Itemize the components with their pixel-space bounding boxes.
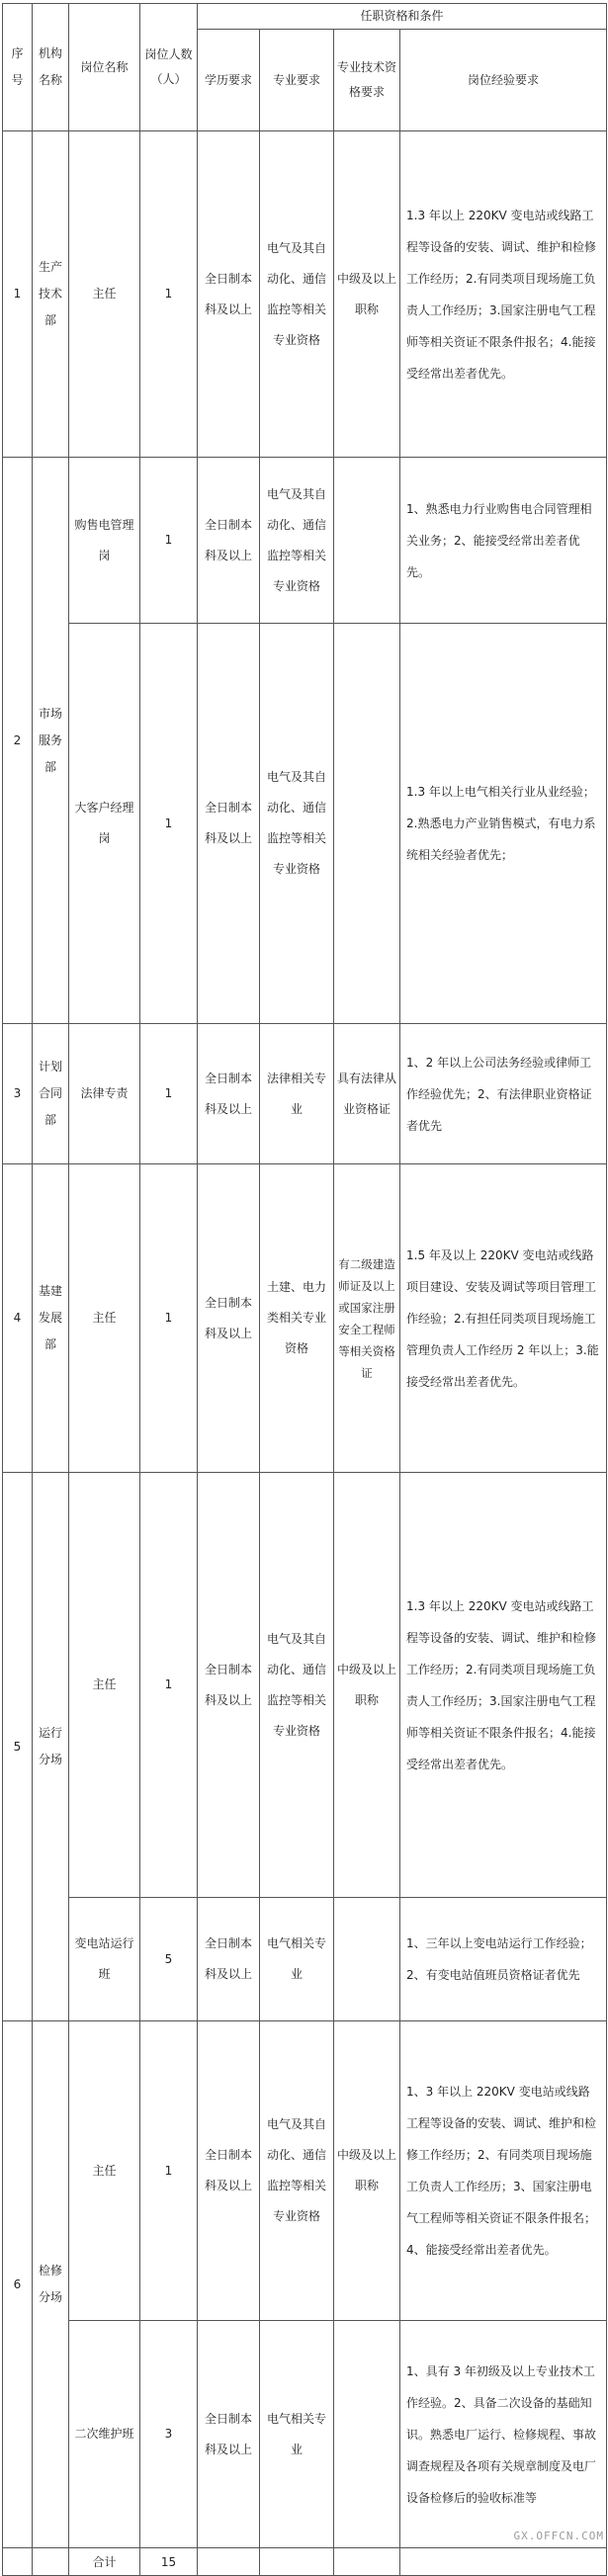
row-position: 主任: [69, 1164, 140, 1473]
row-position: 主任: [69, 131, 140, 458]
header-qualifications: 任职资格和条件: [198, 4, 607, 30]
header-major: 专业要求: [260, 30, 334, 131]
row-count: 3: [140, 2321, 198, 2548]
row-experience: 1.5 年及以上 220KV 变电站或线路项目建设、安装及调试等项目管理工作经验；2.有担任同类项目现场施工管理负责人工作经历 2 年以上；3.能接受经常出差者优先。: [400, 1164, 607, 1473]
row-experience: 1、3 年以上 220KV 变电站或线路工程等设备的安装、调试、维护和检修工作经历；2、有同类项目现场施工负责人工作经历；3、国家注册电气工程师等相关资证不限条件报名；4、能接受经常出差者优先。: [400, 2021, 607, 2321]
row-education: 全日制本科及以上: [198, 131, 260, 458]
row-major: 电气及其自动化、通信监控等相关专业资格: [260, 624, 334, 1024]
recruitment-table: [2, 3, 607, 2576]
row-major: 电气及其自动化、通信监控等相关专业资格: [260, 458, 334, 624]
row-seq: 3: [3, 1024, 33, 1164]
row-count: 1: [140, 1164, 198, 1473]
row-title: [334, 2321, 400, 2548]
row-seq: 4: [3, 1164, 33, 1473]
row-position: 变电站运行班: [69, 1898, 140, 2021]
table-row: [3, 1024, 607, 1164]
row-seq: 1: [3, 131, 33, 458]
row-education: 全日制本科及以上: [198, 458, 260, 624]
header-title: 专业技术资格要求: [334, 30, 400, 131]
total-count: 15: [140, 2548, 198, 2576]
row-education: 全日制本科及以上: [198, 1898, 260, 2021]
row-count: 1: [140, 1024, 198, 1164]
header-position: 岗位名称: [69, 4, 140, 131]
header-seq: 序号: [3, 4, 33, 131]
total-label: 合计: [69, 2548, 140, 2576]
watermark: GX.OFFCN.COM: [513, 2530, 604, 2542]
table-row: [3, 624, 607, 1024]
row-position: 大客户经理岗: [69, 624, 140, 1024]
row-org: 检修分场: [33, 2021, 69, 2548]
table-row: [3, 1898, 607, 2021]
row-count: 1: [140, 131, 198, 458]
row-major: 电气及其自动化、通信监控等相关专业资格: [260, 2021, 334, 2321]
row-count: 1: [140, 458, 198, 624]
row-experience: 1、熟悉电力行业购售电合同管理相关业务；2、能接受经常出差者优先。: [400, 458, 607, 624]
table-row: [3, 2021, 607, 2321]
row-title: 具有法律从业资格证: [334, 1024, 400, 1164]
row-major: 电气及其自动化、通信监控等相关专业资格: [260, 131, 334, 458]
row-experience: 1.3 年以上电气相关行业从业经验；2.熟悉电力产业销售模式，有电力系统相关经验者优先；: [400, 624, 607, 1024]
row-org: 生产技术部: [33, 131, 69, 458]
row-title: [334, 458, 400, 624]
row-count: 1: [140, 1473, 198, 1898]
row-education: 全日制本科及以上: [198, 1024, 260, 1164]
row-position: 法律专责: [69, 1024, 140, 1164]
row-experience: 1.3 年以上 220KV 变电站或线路工程等设备的安装、调试、维护和检修工作经历；2.有同类项目现场施工负责人工作经历；3.国家注册电气工程师等相关资证不限条件报名；4.能接受经常出差者优先。: [400, 1473, 607, 1898]
table-row: [3, 2321, 607, 2548]
row-title: 中级及以上职称: [334, 131, 400, 458]
header-headcount: 岗位人数（人）: [140, 4, 198, 131]
row-org: 运行分场: [33, 1473, 69, 2021]
row-education: 全日制本科及以上: [198, 2021, 260, 2321]
row-major: 法律相关专业: [260, 1024, 334, 1164]
row-seq: 5: [3, 1473, 33, 2021]
row-position: 主任: [69, 1473, 140, 1898]
row-education: 全日制本科及以上: [198, 624, 260, 1024]
row-major: 电气相关专业: [260, 1898, 334, 2021]
row-position: 购售电管理岗: [69, 458, 140, 624]
row-org: 基建发展部: [33, 1164, 69, 1473]
row-education: 全日制本科及以上: [198, 1164, 260, 1473]
row-title: 中级及以上职称: [334, 1473, 400, 1898]
row-title: 有二级建造师证及以上或国家注册安全工程师等相关资格证: [334, 1164, 400, 1473]
row-experience: 1、三年以上变电站运行工作经验；2、有变电站值班员资格证者优先: [400, 1898, 607, 2021]
table-row: [3, 1473, 607, 1898]
row-major: 土建、电力类相关专业资格: [260, 1164, 334, 1473]
row-experience: 1.3 年以上 220KV 变电站或线路工程等设备的安装、调试、维护和检修工作经历；2.有同类项目现场施工负责人工作经历；3.国家注册电气工程师等相关资证不限条件报名；4.能接受经常出差者优先。: [400, 131, 607, 458]
total-row: [3, 2548, 607, 2576]
header-row-top: [3, 4, 607, 30]
row-seq: 6: [3, 2021, 33, 2548]
row-seq: 2: [3, 458, 33, 1024]
row-title: [334, 1898, 400, 2021]
row-position: 主任: [69, 2021, 140, 2321]
header-org: 机构名称: [33, 4, 69, 131]
row-major: 电气及其自动化、通信监控等相关专业资格: [260, 1473, 334, 1898]
row-experience: 1、2 年以上公司法务经验或律师工作经验优先；2、有法律职业资格证者优先: [400, 1024, 607, 1164]
row-experience: 1、具有 3 年初级及以上专业技术工作经验。2、具备二次设备的基础知识。熟悉电厂运行、检修规程、事故调查规程及各项有关规章制度及电厂设备检修后的验收标准等: [400, 2321, 607, 2548]
table-row: [3, 1164, 607, 1473]
header-education: 学历要求: [198, 30, 260, 131]
row-org: 计划合同部: [33, 1024, 69, 1164]
row-education: 全日制本科及以上: [198, 2321, 260, 2548]
row-org: 市场服务部: [33, 458, 69, 1024]
table-row: [3, 458, 607, 624]
table-row: [3, 131, 607, 458]
row-count: 1: [140, 624, 198, 1024]
row-count: 1: [140, 2021, 198, 2321]
row-major: 电气相关专业: [260, 2321, 334, 2548]
header-experience: 岗位经验要求: [400, 30, 607, 131]
row-education: 全日制本科及以上: [198, 1473, 260, 1898]
row-count: 5: [140, 1898, 198, 2021]
row-title: [334, 624, 400, 1024]
row-title: 中级及以上职称: [334, 2021, 400, 2321]
row-position: 二次维护班: [69, 2321, 140, 2548]
